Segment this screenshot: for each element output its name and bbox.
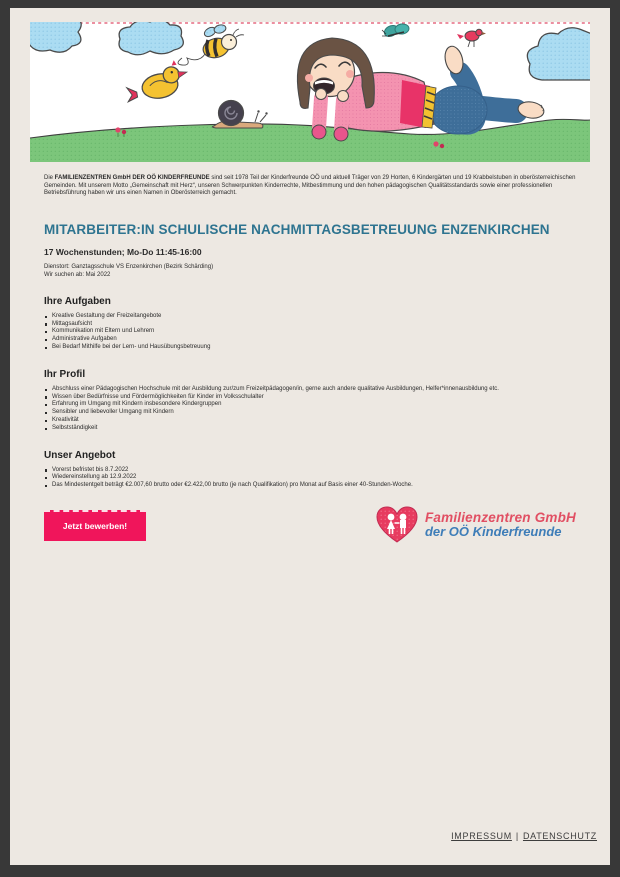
logo-text [425, 510, 576, 539]
job-start-date: Wir suchen ab: Mai 2022 [44, 271, 111, 278]
list-item: Kreativität [44, 417, 576, 425]
logo-line1: Familienzentren GmbH [424, 510, 576, 526]
profil-list [44, 386, 576, 433]
logo-line2: der OÖ Kinderfreunde [424, 524, 562, 540]
bee-icon [178, 24, 244, 66]
right-forearm [341, 100, 343, 130]
cta-row [44, 510, 576, 544]
datenschutz-link[interactable]: DATENSCHUTZ [522, 831, 597, 841]
list-item: Wissen über Bedürfnisse und Fördermöglichkeiten für Kinder im Volksschulalter [44, 394, 576, 402]
job-posting-page [10, 8, 610, 865]
red-bird-icon [457, 29, 486, 47]
list-item: Abschluss einer Pädagogischen Hochschule mit der Ausbildung zur/zum Freizeitpädagogen/in, gerne auch andere qualitative Ausbildungen, Helfer*innenausbildung etc. [44, 386, 576, 394]
list-item: Mittagsaufsicht [44, 321, 576, 329]
intro-rest: sind seit 1978 Teil der Kinderfreunde OÖ und aktuell Träger von 29 Horten, 6 Kindergärten und 19 Krabbelstuben in oberösterreichischen Gemeinden. Mit unserem Motto „Gemeinschaft mit Herz“, unseren Schwerpunkten Kinderrechte, Mitbestimmung und den hohen pädagogischen Qualitätsstandards sowie einer professionellen Betriebsführung haben wir uns einen Namen in Oberösterreich gemacht. [44, 175, 576, 197]
section-heading-profil: Ihr Profil [44, 368, 86, 380]
apply-button[interactable]: Jetzt bewerben! [44, 510, 146, 541]
intro-paragraph [44, 175, 576, 198]
company-logo [376, 506, 576, 544]
hand [316, 89, 327, 100]
snail-icon [212, 101, 267, 129]
list-item: Kreative Gestaltung der Freizeitangebote [44, 313, 576, 321]
list-item: Administrative Aufgaben [44, 336, 576, 344]
job-location: Dienstort: Ganztagsschule VS Enzenkirchen (Bezirk Schärding) [44, 263, 214, 270]
hero-illustration-svg [30, 22, 590, 162]
heart-with-children-icon [376, 506, 418, 544]
grass [30, 119, 590, 162]
list-item: Kommunikation mit Eltern und Lehrern [44, 328, 576, 336]
hand [338, 91, 349, 102]
job-hours: 17 Wochenstunden; Mo-Do 11:45-16:00 [44, 246, 202, 257]
footer [451, 831, 597, 841]
jeans-hip [429, 86, 487, 134]
aufgaben-list [44, 313, 576, 352]
left-forearm [319, 98, 321, 128]
hero-illustration [30, 22, 590, 162]
impressum-link[interactable]: IMPRESSUM [451, 831, 512, 841]
cloud-icon-left [30, 22, 81, 52]
list-item: Bei Bedarf Mithilfe bei der Lern- und Hausübungsbetreuung [44, 344, 576, 352]
cloud-icon-right [527, 28, 590, 80]
company-name: FAMILIENZENTREN GmbH DER OÖ KINDERFREUNDE [54, 175, 210, 181]
butterfly-icon [382, 23, 410, 39]
job-title: MITARBEITER:IN SCHULISCHE NACHMITTAGSBETREUUNG ENZENKIRCHEN [44, 221, 550, 237]
sleeve-cuff [312, 125, 326, 139]
cloud-icon-middle [119, 22, 183, 55]
content-area [10, 175, 610, 544]
footer-separator: | [515, 831, 519, 841]
angebot-list [44, 467, 576, 490]
section-heading-angebot: Unser Angebot [44, 449, 116, 461]
girl-lying-on-grass-illustration [297, 23, 545, 141]
list-item: Selbstständigkeit [44, 425, 576, 433]
list-item: Sensibler und liebevoller Umgang mit Kindern [44, 409, 576, 417]
list-item: Das Mindestentgelt beträgt €2.007,60 brutto oder €2.422,00 brutto (je nach Qualifikation) pro Monat auf Basis einer 40-Stunden-Woche. [44, 482, 576, 490]
intro-pre: Die [44, 175, 55, 181]
list-item: Wiedereinstellung ab 12.9.2022 [44, 474, 576, 482]
section-heading-aufgaben: Ihre Aufgaben [44, 295, 111, 307]
list-item: Erfahrung im Umgang mit Kindern insbesondere Kindergruppen [44, 401, 576, 409]
list-item: Vorerst befristet bis 8.7.2022 [44, 467, 576, 475]
sleeve-cuff [334, 127, 348, 141]
